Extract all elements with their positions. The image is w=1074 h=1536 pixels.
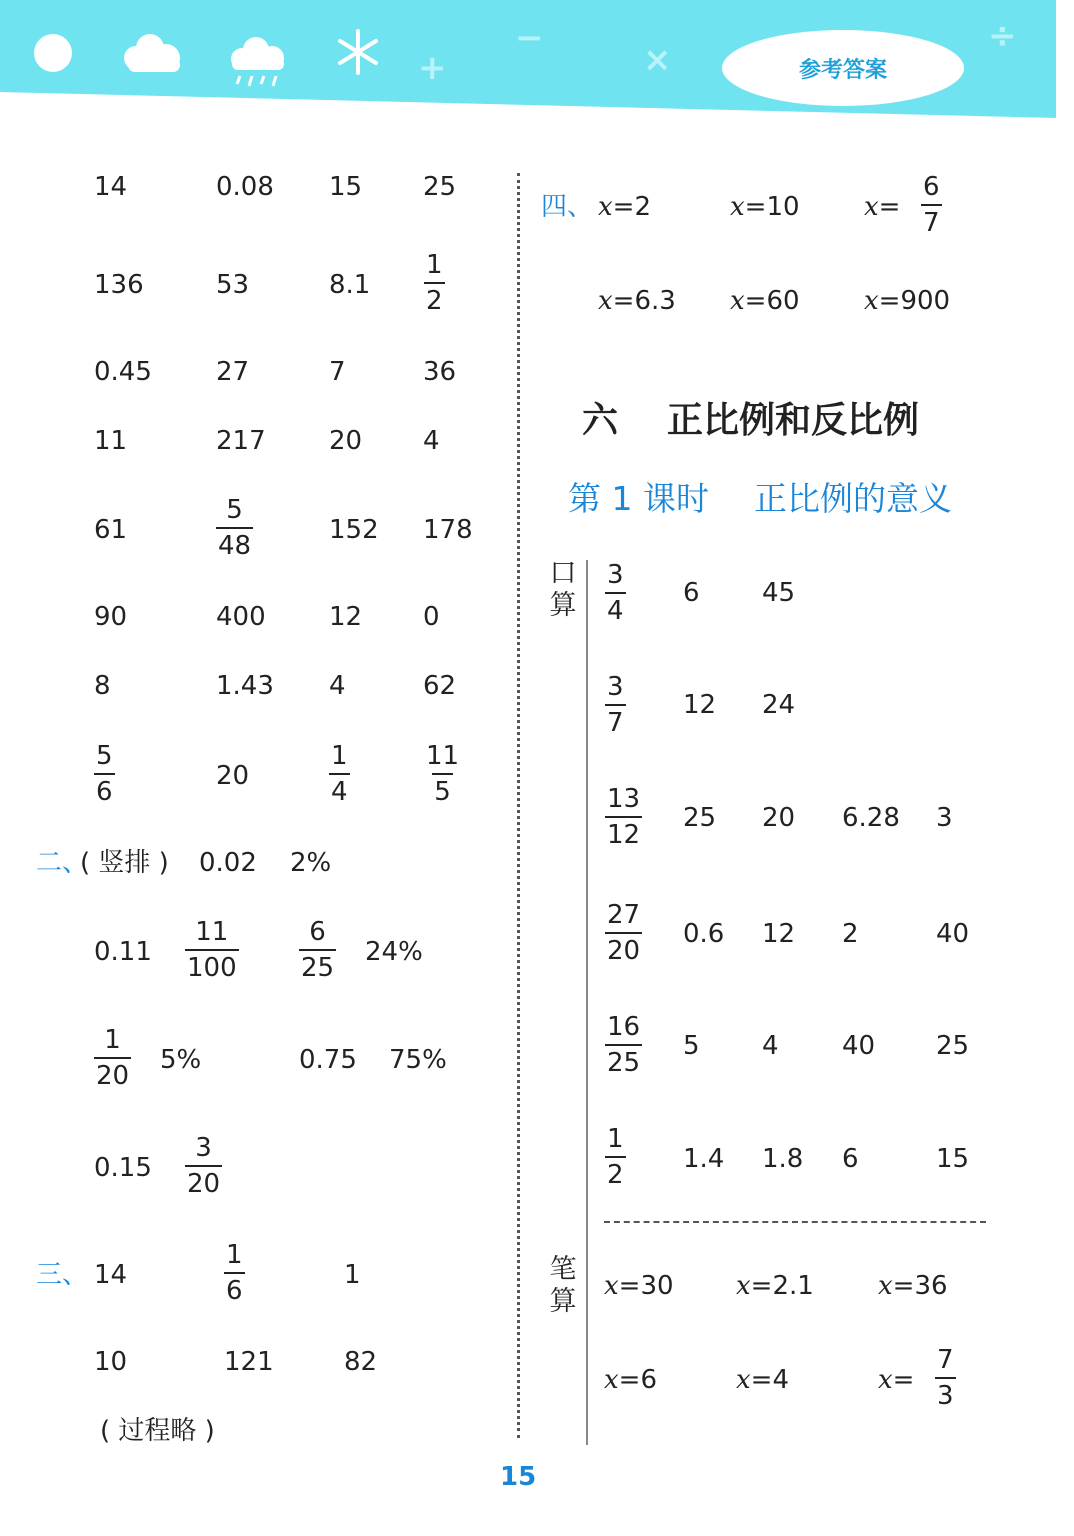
answer-fraction — [605, 674, 626, 736]
plus-icon: + — [418, 48, 447, 88]
answer-value: 14 — [94, 1260, 128, 1290]
denominator: 6 — [224, 1272, 245, 1304]
answer-value: 12 — [683, 690, 717, 720]
numerator: 3 — [607, 672, 624, 702]
numerator: 6 — [923, 172, 940, 202]
answer-fraction — [185, 1135, 222, 1197]
denominator: 25 — [605, 1044, 642, 1076]
answer-value: 62 — [423, 671, 457, 701]
answer-value: 40 — [842, 1031, 876, 1061]
denominator: 20 — [185, 1165, 222, 1197]
label-divider — [586, 560, 588, 1445]
answer-value: 90 — [94, 602, 128, 632]
section-note: ( 竖排 ) — [80, 848, 169, 878]
answer-value: 20 — [762, 803, 796, 833]
answer-value: 1.4 — [683, 1144, 725, 1174]
answer-value: 0.6 — [683, 919, 725, 949]
denominator: 2 — [605, 1156, 626, 1188]
section-note: ( 过程略 ) — [100, 1416, 215, 1446]
answer-value: 20 — [216, 761, 250, 791]
denominator: 100 — [185, 949, 239, 981]
answer-value: 25 — [936, 1031, 970, 1061]
answer-value: 61 — [94, 515, 128, 545]
answer-value: 2% — [290, 848, 332, 878]
answer-value: 12 — [762, 919, 796, 949]
answer-value: 6 — [683, 578, 700, 608]
answer-value: 53 — [216, 270, 250, 300]
section-label: 二、 — [36, 848, 89, 878]
answer-fraction — [424, 743, 461, 805]
denominator: 5 — [432, 773, 453, 805]
snowflake-icon — [334, 28, 382, 76]
numerator: 13 — [607, 784, 641, 814]
denominator: 20 — [605, 932, 642, 964]
answer-value: 1 — [344, 1260, 361, 1290]
answer-value: 75% — [389, 1045, 447, 1075]
denominator: 7 — [921, 204, 942, 236]
answer-fraction — [216, 497, 253, 559]
denominator: 6 — [94, 773, 115, 805]
divide-icon: ÷ — [988, 16, 1017, 56]
numerator: 3 — [607, 560, 624, 590]
answer-value: 15 — [329, 172, 363, 202]
answer-value: 6.28 — [842, 803, 900, 833]
answer-fraction — [94, 1027, 131, 1089]
answer-fraction — [224, 1242, 245, 1304]
answer-value: 8 — [94, 671, 111, 701]
answer-value: 8.1 — [329, 270, 371, 300]
numerator: 7 — [937, 1345, 954, 1375]
denominator: 7 — [605, 704, 626, 736]
answer-value: 4 — [329, 671, 346, 701]
numerator: 1 — [226, 1240, 243, 1270]
answer-value: 152 — [329, 515, 379, 545]
numerator: 1 — [331, 741, 348, 771]
answer-value: 3 — [936, 803, 953, 833]
answer-fraction — [185, 919, 239, 981]
answer-fraction — [921, 174, 942, 236]
equation: x=60 — [730, 286, 800, 316]
answer-fraction — [94, 743, 115, 805]
answer-value: 36 — [423, 357, 457, 387]
answer-fraction — [424, 252, 445, 314]
chapter-number: 六 — [582, 400, 619, 441]
column-divider — [517, 173, 520, 1438]
answer-fraction — [935, 1347, 956, 1409]
answer-value: 11 — [94, 426, 128, 456]
lesson-title: 正比例的意义 — [754, 479, 952, 518]
denominator: 2 — [424, 282, 445, 314]
equation: x=2 — [598, 192, 652, 222]
answer-fraction — [329, 743, 350, 805]
answer-value: 20 — [329, 426, 363, 456]
denominator: 12 — [605, 816, 642, 848]
answer-value: 6 — [842, 1144, 859, 1174]
answer-value: 24% — [365, 937, 423, 967]
equation: x=36 — [878, 1271, 948, 1301]
answer-value: 27 — [216, 357, 250, 387]
equation: x=2.1 — [736, 1271, 814, 1301]
equation: x=4 — [736, 1365, 790, 1395]
answer-value: 5 — [683, 1031, 700, 1061]
answer-fraction — [605, 1014, 642, 1076]
answer-value: 15 — [936, 1144, 970, 1174]
chapter-title: 正比例和反比例 — [667, 400, 920, 441]
equation: x=10 — [730, 192, 800, 222]
section-label: 四、 — [541, 192, 594, 222]
answer-value: 5% — [160, 1045, 202, 1075]
equation: x=6.3 — [598, 286, 676, 316]
numerator: 5 — [96, 741, 113, 771]
oral-calc-label: 口 算 — [549, 558, 577, 621]
answer-value: 4 — [762, 1031, 779, 1061]
section-divider — [604, 1221, 986, 1223]
answer-value: 4 — [423, 426, 440, 456]
page-number: 15 — [500, 1462, 537, 1492]
numerator: 6 — [309, 917, 326, 947]
answer-value: 25 — [423, 172, 457, 202]
answer-value: 45 — [762, 578, 796, 608]
equation: x= — [864, 192, 901, 222]
answer-value: 7 — [329, 357, 346, 387]
answer-value: 82 — [344, 1347, 378, 1377]
answer-value: 12 — [329, 602, 363, 632]
numerator: 16 — [607, 1012, 641, 1042]
written-calc-label: 笔 算 — [549, 1254, 577, 1317]
answer-value: 14 — [94, 172, 128, 202]
answer-value: 0.02 — [199, 848, 257, 878]
numerator: 1 — [607, 1124, 624, 1154]
numerator: 5 — [226, 495, 243, 525]
answer-value: 217 — [216, 426, 266, 456]
answer-fraction — [605, 562, 626, 624]
numerator: 11 — [195, 917, 229, 947]
answer-fraction — [299, 919, 336, 981]
answer-value: 0.15 — [94, 1153, 152, 1183]
answer-value: 121 — [224, 1347, 274, 1377]
numerator: 1 — [426, 250, 443, 280]
answer-value: 40 — [936, 919, 970, 949]
answer-fraction — [605, 902, 642, 964]
answer-value: 2 — [842, 919, 859, 949]
times-icon: × — [643, 40, 672, 80]
section-label: 三、 — [36, 1260, 89, 1290]
numerator: 11 — [426, 741, 460, 771]
answer-value: 0.75 — [299, 1045, 357, 1075]
rain-cloud-icon — [222, 34, 292, 90]
answer-fraction — [605, 786, 642, 848]
answer-value: 0.45 — [94, 357, 152, 387]
numerator: 3 — [195, 1133, 212, 1163]
answer-fraction — [605, 1126, 626, 1188]
denominator: 48 — [216, 527, 253, 559]
denominator: 3 — [935, 1377, 956, 1409]
numerator: 27 — [607, 900, 641, 930]
numerator: 1 — [104, 1025, 121, 1055]
answer-value: 136 — [94, 270, 144, 300]
minus-icon: − — [515, 18, 544, 58]
answer-value: 24 — [762, 690, 796, 720]
denominator: 4 — [329, 773, 350, 805]
answer-value: 0 — [423, 602, 440, 632]
answer-value: 10 — [94, 1347, 128, 1377]
answer-value: 0.11 — [94, 937, 152, 967]
answer-key-badge: 参考答案 — [722, 30, 964, 106]
cloud-icon — [118, 30, 188, 78]
answer-value: 25 — [683, 803, 717, 833]
equation: x=30 — [604, 1271, 674, 1301]
answer-value: 1.43 — [216, 671, 274, 701]
equation: x=6 — [604, 1365, 658, 1395]
lesson-number: 第 1 课时 — [568, 479, 709, 518]
answer-value: 400 — [216, 602, 266, 632]
answer-value: 1.8 — [762, 1144, 804, 1174]
denominator: 4 — [605, 592, 626, 624]
denominator: 20 — [94, 1057, 131, 1089]
answer-value: 0.08 — [216, 172, 274, 202]
sun-icon — [34, 34, 72, 72]
denominator: 25 — [299, 949, 336, 981]
equation: x=900 — [864, 286, 951, 316]
answer-value: 178 — [423, 515, 473, 545]
equation: x= — [878, 1365, 915, 1395]
